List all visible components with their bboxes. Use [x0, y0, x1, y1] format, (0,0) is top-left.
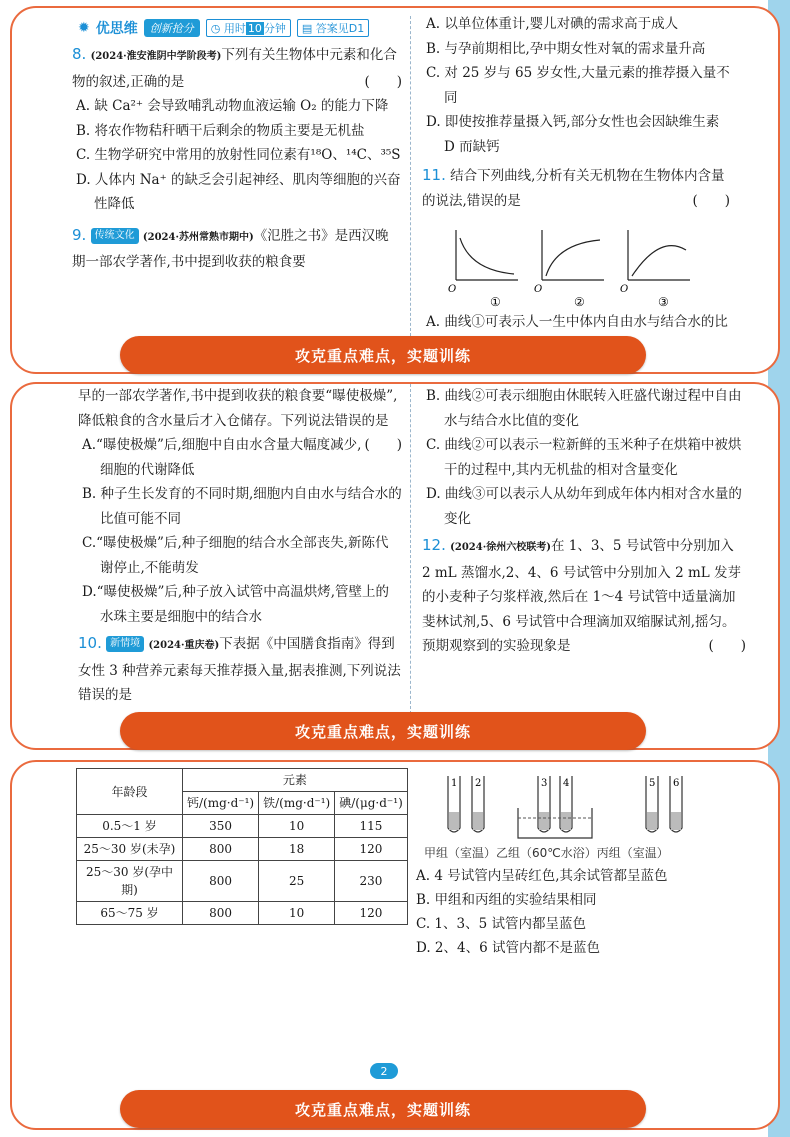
right-column-2 [422, 384, 746, 659]
q10-tag: 新情境 [106, 636, 144, 652]
answer-ref [297, 19, 369, 37]
q8-stem-text: 下列有关生物体中元素和化合物的叙述,正确的是 [72, 47, 397, 90]
section-pill: 创新抢分 [144, 19, 200, 37]
q9-option-a: A.“曝使极燥”后,细胞中自由水含量大幅度减少,细胞的代谢降低 [82, 437, 362, 478]
cell: 230 [335, 861, 408, 902]
tube-label-6: 6 [673, 778, 680, 789]
q8-source: (2024·淮安淮阴中学阶段考) [90, 51, 222, 62]
q11-option-c: C. 曲线②可以表示一粒新鲜的玉米种子在烘箱中被烘干的过程中,其内无机盐的相对含量变化 [426, 437, 742, 478]
graph-label-1: ① [490, 295, 501, 308]
row-label: 0.5～1 岁 [77, 815, 183, 838]
col-iodine: 碘/(μg·d⁻¹) [335, 792, 408, 815]
q11-option-d: D. 曲线③可以表示人从幼年到成年体内相对含水量的变化 [426, 486, 742, 527]
tube-label-3: 3 [541, 778, 548, 789]
q10-source: (2024·重庆卷) [148, 640, 220, 651]
table-row-header: 年龄段 [77, 769, 183, 815]
q12-stem [422, 533, 746, 659]
q10-number: 10. [78, 634, 102, 652]
time-value: 10 [247, 22, 262, 35]
q8-option-a: A. 缺 Ca²⁺ 会导致哺乳动物血液运输 O₂ 的能力下降 [76, 98, 389, 114]
q9-stem-full [78, 384, 402, 453]
cell: 350 [183, 815, 259, 838]
col-iron: 铁/(mg·d⁻¹) [259, 792, 335, 815]
right-column-1 [422, 12, 730, 213]
tube-label-2: 2 [475, 778, 482, 789]
row-label: 25～30 岁(未孕) [77, 838, 183, 861]
row-label: 65～75 岁 [77, 902, 183, 925]
crop-panel-1 [10, 6, 780, 374]
q12-option-b: B. 甲组和丙组的实验结果相同 [416, 892, 597, 908]
q9-number: 9. [72, 225, 87, 244]
column-divider [410, 16, 411, 336]
q8-option-c: C. 生物学研究中常用的放射性同位素有¹⁸O、¹⁴C、³⁵S [76, 147, 401, 163]
q9-option-c: C.“曝使极燥”后,种子细胞的结合水全部丧失,新陈代谢停止,不能萌发 [82, 535, 389, 576]
q12-stem-text: 在 1、3、5 号试管中分别加入 2 mL 蒸馏水,2、4、6 号试管中分别加入 2 mL 发芽的小麦种子匀浆样液,然后在 1～4 号试管中适量滴加斐林试剂,5、6 号试管中合理滴加双缩脲试剂,摇匀。预期观察到的实验现象是 [422, 538, 742, 654]
clock-icon: ◷ [210, 22, 221, 35]
q12-number: 12. [422, 536, 446, 554]
banner-1: 攻克重点难点，实题训练 [120, 336, 646, 374]
q11-option-a-partial: A. 曲线①可表示人一生中体内自由水与结合水的比 [426, 314, 728, 330]
brand-label: 优思维 [95, 21, 138, 37]
column-divider [410, 384, 411, 714]
q12-option-d: D. 2、4、6 试管内都不是蓝色 [416, 940, 600, 956]
cell: 25 [259, 861, 335, 902]
cell: 120 [335, 838, 408, 861]
q12-source: (2024·徐州六校联考) [450, 542, 551, 553]
q12-option-a: A. 4 号试管内呈砖红色,其余试管都呈蓝色 [416, 868, 668, 884]
q9-source: (2024·苏州常熟市期中) [142, 231, 254, 243]
table-header-row [77, 769, 408, 792]
q10-option-d: D. 即使按推荐量摄入钙,部分女性也会因缺维生素 D 而缺钙 [426, 114, 720, 155]
origin-label-3: O [620, 284, 629, 295]
cell: 800 [183, 861, 259, 902]
cell: 115 [335, 815, 408, 838]
q11-answer-blank: ( ) [692, 192, 730, 209]
q8-answer-blank: ( ) [364, 73, 402, 90]
crop-panel-2 [10, 382, 780, 750]
q11-stem-text: 结合下列曲线,分析有关无机物在生物体内含量的说法,错误的是 [422, 168, 725, 209]
graph-label-3: ③ [658, 295, 669, 308]
q8-stem [72, 42, 402, 94]
curve-graph-1 [456, 230, 518, 280]
q8-option-d: D. 人体内 Na⁺ 的缺乏会引起神经、肌肉等细胞的兴奋性降低 [76, 171, 401, 212]
q12-option-c: C. 1、3、5 试管内都呈蓝色 [416, 916, 586, 932]
time-meta [206, 19, 291, 37]
q11-number: 11. [422, 166, 446, 184]
tube-label-1: 1 [451, 778, 458, 789]
table-row [77, 902, 408, 925]
origin-label-2: O [534, 284, 543, 295]
cell: 120 [335, 902, 408, 925]
lightbulb-icon: ✹ [78, 20, 90, 36]
table-row [77, 815, 408, 838]
time-suffix: 分钟 [263, 22, 286, 35]
curve-graph-3 [628, 230, 690, 280]
q8-option-b: B. 将农作物秸秆晒干后剩余的物质主要是无机盐 [76, 122, 365, 139]
q9-continued [78, 384, 402, 708]
q9-stem-part1: 《氾胜之书》是西汉晚期一部农学著作,书中提到收获的粮食要 [72, 227, 389, 270]
q9-option-d: D.“曝使极燥”后,种子放入试管中高温烘烤,管壁上的水珠主要是细胞中的结合水 [82, 584, 390, 625]
graph-label-2: ② [574, 295, 585, 308]
q12-answer-blank: ( ) [708, 638, 746, 654]
q10-option-a: A. 以单位体重计,婴儿对碘的需求高于成人 [426, 16, 679, 32]
table-col-group: 元素 [183, 769, 408, 792]
answer-label: 答案见D1 [315, 22, 365, 35]
tube-label-5: 5 [649, 778, 656, 789]
tube-label-4: 4 [563, 778, 570, 789]
q12-options [412, 864, 732, 960]
test-tube-diagram [440, 772, 710, 842]
cell: 10 [259, 902, 335, 925]
time-prefix: 用时 [223, 22, 246, 35]
cell: 10 [259, 815, 335, 838]
q10-option-c: C. 对 25 岁与 65 岁女性,大量元素的推荐摄入量不同 [426, 65, 730, 106]
col-calcium: 钙/(mg·d⁻¹) [183, 792, 259, 815]
q11-curves [446, 226, 716, 308]
page-number: 2 [370, 1063, 398, 1079]
table-row [77, 861, 408, 902]
row-label: 25～30 岁(孕中期) [77, 861, 183, 902]
nutrient-table [76, 768, 408, 925]
q11-stem [422, 163, 730, 213]
cell: 800 [183, 902, 259, 925]
q9-tag: 传统文化 [91, 228, 139, 244]
q9-stem-top [72, 223, 402, 275]
water-bath [518, 808, 592, 838]
curve-graph-2 [542, 230, 604, 280]
section-header [78, 16, 369, 40]
question-8 [72, 42, 402, 275]
group-labels: 甲组（室温）乙组（60℃水浴）丙组（室温） [424, 846, 669, 860]
q10-stem [78, 631, 402, 708]
banner-2: 攻克重点难点，实题训练 [120, 712, 646, 750]
q10-option-b: B. 与孕前期相比,孕中期女性对氧的需求量升高 [426, 40, 706, 57]
cell: 800 [183, 838, 259, 861]
doc-icon: ▤ [301, 22, 313, 35]
table-row [77, 838, 408, 861]
q10-stem-text: 下表据《中国膳食指南》得到女性 3 种营养元素每天推荐摄入量,据表推测,下列说法错误的是 [78, 636, 401, 703]
q11-option-b: B. 曲线②可表示细胞由休眠转入旺盛代谢过程中自由水与结合水比值的变化 [426, 388, 742, 429]
q9-answer-blank: ( ) [364, 437, 402, 453]
origin-label-1: O [448, 284, 457, 295]
q9-stem-text: 早的一部农学著作,书中提到收获的粮食要“曝使极燥”,降低粮食的含水量后才入仓储存。下列说法错误的是 [78, 388, 398, 429]
banner-3: 攻克重点难点，实题训练 [120, 1090, 646, 1128]
cell: 18 [259, 838, 335, 861]
q8-number: 8. [72, 45, 87, 63]
q9-option-b: B. 种子生长发育的不同时期,细胞内自由水与结合水的比值可能不同 [82, 486, 402, 527]
